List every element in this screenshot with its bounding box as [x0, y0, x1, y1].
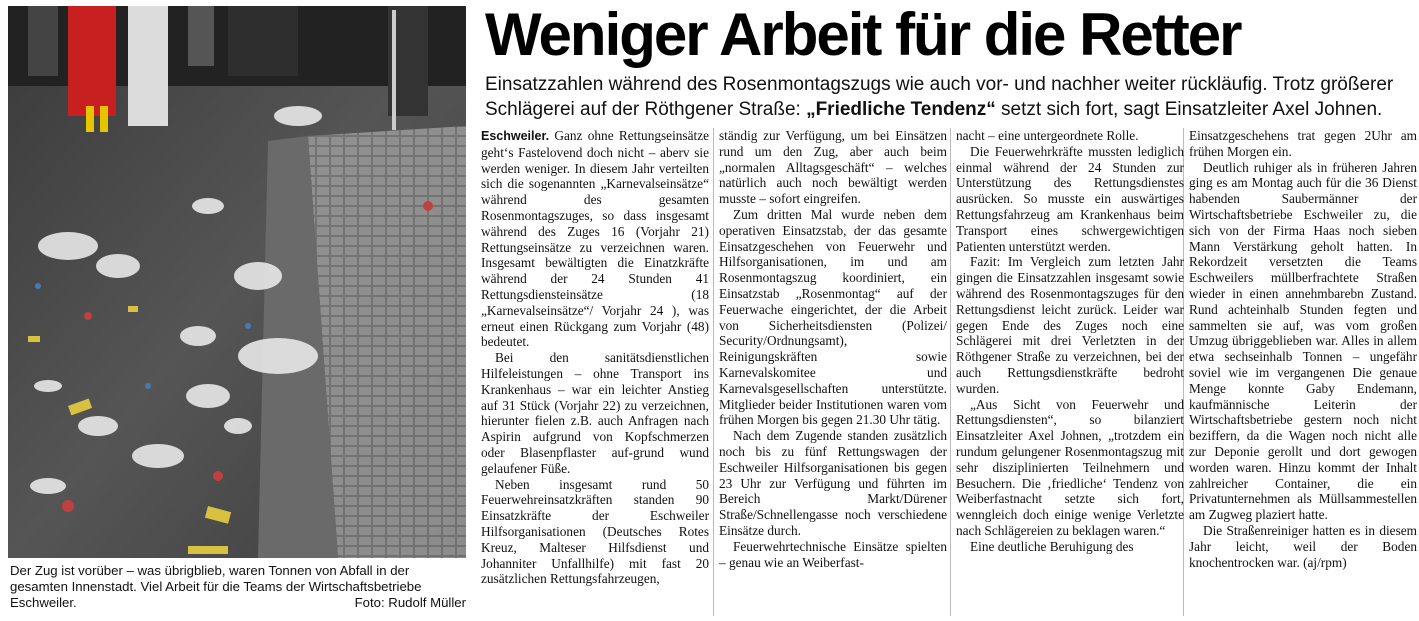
- article-paragraph: Eschweiler. Ganz ohne Rettungseinsätze geht‘s Fastelovend doch nicht – aberv sie werden weniger. In diesem Jahr verteilten sich die sogenannten „Karnevalseinsätze“ während des gesamten Rosenmontagszuges, so dass insgesamt während des Zuges 16 (Vorjahr 21) Rettungseinsätze zu verzeichnen waren. Insgesamt bewältigten die Einatzkräfte während der 24 Stunden 41 Rettungsdiensteinsätze (18 „Karnevalseinsätze“/ Vorjahr 24 ), was erneut einen Rückgang zum Vorjahr (48) bedeutet.: [481, 128, 709, 350]
- photo-caption: [10, 563, 468, 611]
- article-paragraph: Neben insgesamt rund 50 Feuerwehreinsatzkräften standen 90 Einsatzkräfte der Eschweiler Hilfsorganisationen (Deutsches Rotes Kreuz, Malteser Hilfsdienst und Johanniter Unfallhilfe) mit fast 20 zusätzlichen Rettungsfahrzeugen,: [481, 476, 709, 587]
- article-paragraph: Deutlich ruhiger als in früheren Jahren ging es am Montag auch für die 36 Dienst habenden Saubermänner der Wirtschaftsbetriebe Eschweiler zu, die sich von der Firma Haas noch sieben Mann Verstärkung geholt hatten. In Rekordzeit versetzten die Teams Eschweilers müllberfrachtete Straßen wieder in einen annehmbarebn Zustand. Rund achteinhalb Stunden fegten und sammelten sie auf, was vom großen Umzug übriggeblieben war. Alles in allem etwa sechseinhalb Tonnen – ungefähr soviel wie im vergangenen Die genaue Menge konnte Gaby Endemann, kaufmännische Leiterin der Wirtschaftsbetriebe gestern noch nicht beziffern, da die Wagen noch nicht alle zur Deponie gerollt und dort gewogen worden waren. Hinzu kommt der Inhalt zahlreicher Container, die ein Privatunternehmen als Müllsammestellen am Zugweg plaziert hatte.: [1189, 159, 1417, 523]
- article-column-1: [481, 128, 709, 587]
- subhead-line-1: Einsatzzahlen während des Rosenmontagszugs wie auch vor- und nachher weiter rückläufig. Trotz größerer: [485, 74, 1394, 95]
- photo-credit: Foto: Rudolf Müller: [354, 595, 466, 610]
- headline: Weniger Arbeit für die Retter: [485, 1, 1241, 68]
- article-paragraph: Die Straßenreiniger hatten es in diesem Jahr leicht, weil der Boden knochentrocken war. (aj/rpm): [1189, 522, 1417, 570]
- article-paragraph: Feuerwehrtechnische Einsätze spielten – genau wie an Weiberfast-: [719, 538, 947, 570]
- article-paragraph: Nach dem Zugende standen zusätzlich noch bis zu fünf Rettungswagen der Eschweiler Hilfsorganisationen bis gegen 23 Uhr zur Verfügung und führten im Bereich Markt/Dürener Straße/Schnellengasse noch verschiedene Einsätze durch.: [719, 428, 947, 538]
- subhead-quote: „Friedliche Tendenz“: [806, 99, 996, 120]
- article-paragraph: ständig zur Verfügung, um bei Einsätzen rund um den Zug, aber auch beim „normalen Alltagsgeschäft“ – welches natürlich auch noch bewältigt werden musste – sofort eingreifen.: [719, 128, 947, 207]
- subhead-line-2: Schlägerei auf der Röthgener Straße: „Friedliche Tendenz“ setzt sich fort, sagt Einsatzleiter Axel Johnen.: [485, 99, 1383, 120]
- article-paragraph: Eine deutliche Beruhigung des: [970, 538, 1134, 554]
- article-column-2: [719, 128, 947, 570]
- article-paragraph: Fazit: Im Vergleich zum letzten Jahr gingen die Einsatzzahlen insgesamt sowie während des Rosenmontagszuges für den Rettungsdienst leicht zurück. Leider war gegen Ende des Zuges noch eine Schlägerei mit drei Verletzten in der Röthgener Straße zu verzeichnen, bei der auch Rettungsdienstkräfte bedroht wurden.: [956, 254, 1184, 396]
- subheadline: [485, 72, 1413, 122]
- street-photo: [8, 6, 466, 558]
- column-rule: [950, 128, 951, 616]
- caption-text: Der Zug ist vorüber – was übrigblieb, waren Tonnen von Abfall in der gesamten Innenstadt. Viel Arbeit für die Teams der Wirtschaftsbetriebe Eschweiler.: [10, 563, 422, 610]
- column-rule: [713, 128, 714, 616]
- article-paragraph: Die Feuerwehrkräfte mussten lediglich einmal während der 24 Stunden zur Unterstützung des Rettungsdienstes ausrücken. So musste ein auswärtiges Rettungsfahrzeug am Krankenhaus beim Transport eines schwergewichtigen Patienten unterstützt werden.: [956, 143, 1184, 254]
- article-column-3: [956, 128, 1184, 555]
- article-paragraph: nacht – eine untergeordnete Rolle.: [956, 128, 1139, 143]
- article-paragraph: „Aus Sicht von Feuerwehr und Rettungsdiensten“, so bilanziert Einsatzleiter Axel Johnen, „trotzdem ein rundum gelungener Rosenmontagszug mit sehr disziplinierten Teilnehmern und Besuchern. Die ‚friedliche‘ Tendenz von Weiberfastnacht setzte sich fort, wenngleich doch einige wenige Verletzte nach Schlägereien zu beklagen waren.“: [956, 396, 1184, 538]
- article-paragraph: Zum dritten Mal wurde neben dem operativen Einsatzstab, der das gesamte Einsatzgeschehen von Feuerwehr und Hilfsorganisationen, im und am Rosenmontagszug koordiniert, ein Einsatzstab „Rosenmontag“ auf der Feuerwache eingerichtet, der die Arbeit von Sicherheitsdiensten (Polizei/ Security/Ordnungsamt), Reinigungskräften sowie Karnevalskomitee und Karnevalsgesellschaften unterstützte. Mitglieder beider Institutionen waren vom frühen Morgen bis gegen 21.30 Uhr tätig.: [719, 206, 947, 428]
- street-litter-image: [8, 6, 466, 558]
- article-column-4: [1189, 128, 1417, 570]
- article-paragraph: Einsatzgeschehens trat gegen 2Uhr am frühen Morgen ein.: [1189, 128, 1417, 159]
- article-paragraph: Bei den sanitätsdienstlichen Hilfeleistungen – ohne Transport ins Krankenhaus – war ein leichter Anstieg auf 31 Stück (Vorjahr 22) zu verzeichnen, hierunter fielen z.B. auch Anfragen nach Aspirin aufgrund von Kopfschmerzen oder Blasenpflaster auf-grund wund gelaufener Füße.: [481, 350, 709, 476]
- dateline: Eschweiler.: [481, 129, 550, 143]
